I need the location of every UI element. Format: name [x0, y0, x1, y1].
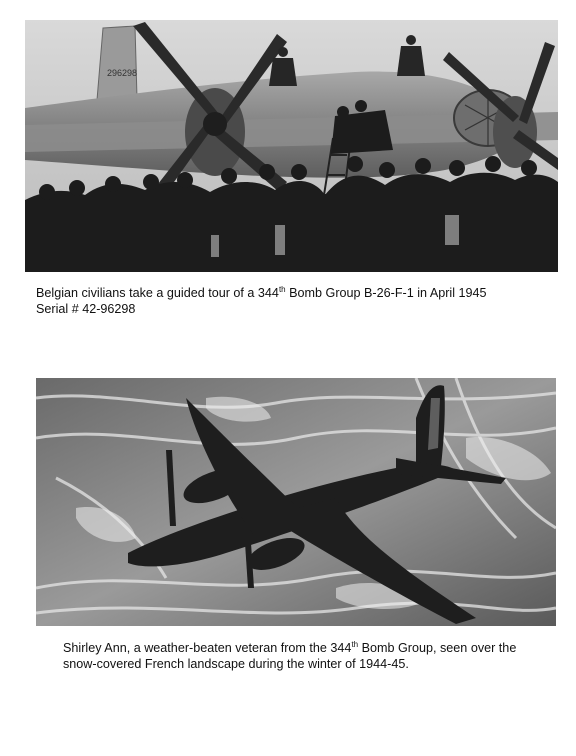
tail-fin — [97, 26, 137, 100]
photo-b26-civilians-tour — [25, 20, 558, 272]
photo1-caption — [36, 285, 556, 317]
photo2-caption — [63, 640, 573, 672]
b26-aerial-photo — [36, 378, 556, 626]
b26-ground-photo — [25, 20, 558, 272]
photo-b26-in-flight — [36, 378, 556, 626]
photo1-caption-line1: Belgian civilians take a guided tour of a 344th Bomb Group B-26-F-1 in April 1945 — [36, 284, 487, 300]
tail-marking: 296298 — [107, 68, 138, 78]
photo2-caption-line2: snow-covered French landscape during the winter of 1944-45. — [63, 657, 409, 671]
photo1-caption-line2: Serial # 42-96298 — [36, 302, 136, 316]
photo2-caption-line1: Shirley Ann, a weather-beaten veteran from the 344th Bomb Group, seen over the — [63, 639, 517, 655]
